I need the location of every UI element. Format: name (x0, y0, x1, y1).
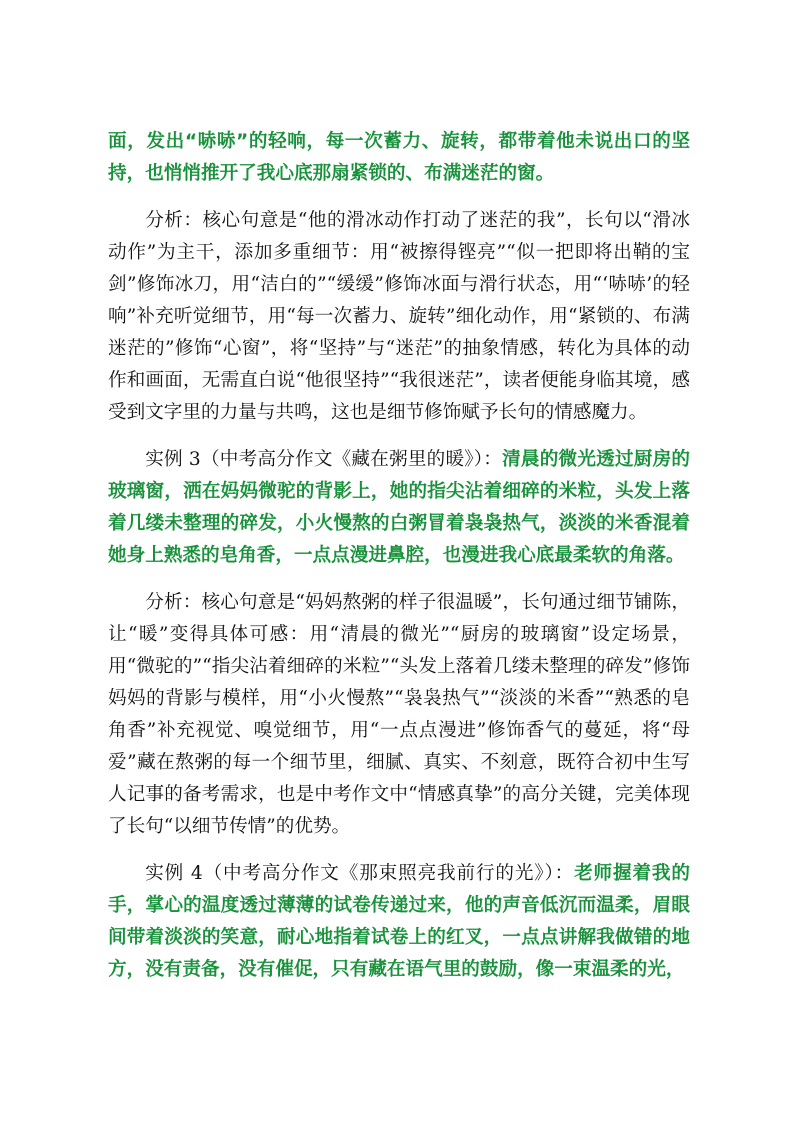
analysis-text: 分析：核心句意是“妈妈熬粥的样子很温暖”，长句通过细节铺陈，让“暖”变得具体可感：用“清晨的微光”“厨房的玻璃窗”设定场景，用“微驼的”“指尖沾着细碎的米粒”“头发上落着几缕未整理的碎发”修饰妈妈的背影与模样，用“小火慢熬”“袅袅热气”“淡淡的米香”“熟悉的皂角香”补充视觉、嗅觉细节，用“一点点漫进”修饰香气的蔓延，将“母爱”藏在熬粥的每一个细节里，细腻、真实、不刻意，既符合初中生写人记事的备考需求，也是中考作文中“情感真挚”的高分关键，完美体现了长句“以细节传情”的优势。 (108, 592, 690, 837)
example-3-paragraph (108, 444, 690, 572)
document-page (108, 126, 690, 1001)
example-4-label: 实例 4（中考高分作文《那束照亮我前行的光》）： (145, 863, 575, 884)
paragraph-1 (108, 126, 690, 190)
example-3-label: 实例 3（中考高分作文《藏在粥里的暖》）： (145, 449, 503, 470)
highlighted-sentence: 面，发出“哧哧”的轻响，每一次蓄力、旋转，都带着他未说出口的坚持，也悄悄推开了我心底那扇紧锁的、布满迷茫的窗。 (108, 131, 690, 184)
example-4-highlight: 老师握着我的手，掌心的温度透过薄薄的试卷传递过来，他的声音低沉而温柔，眉眼间带着淡淡的笑意，耐心地指着试卷上的红叉，一点点讲解我做错的地方，没有责备，没有催促，只有藏在语气里的鼓励，像一束温柔的光， (108, 863, 690, 980)
analysis-text: 分析：核心句意是“他的滑冰动作打动了迷茫的我”，长句以“滑冰动作”为主干，添加多重细节：用“被擦得铿亮”“似一把即将出鞘的宝剑”修饰冰刀，用“洁白的”“缓缓”修饰冰面与滑行状态，用“‘哧哧’的轻响”补充听觉细节，用“每一次蓄力、旋转”细化动作，用“紧锁的、布满迷茫的”修饰“心窗”，将“坚持”与“迷茫”的抽象情感，转化为具体的动作和画面，无需直白说“他很坚持”“我很迷茫”，读者便能身临其境，感受到文字里的力量与共鸣，这也是细节修饰赋予长句的情感魔力。 (108, 210, 690, 423)
analysis-paragraph-2 (108, 587, 690, 843)
example-4-paragraph (108, 858, 690, 986)
example-3-highlight: 清晨的微光透过厨房的玻璃窗，洒在妈妈微驼的背影上，她的指尖沾着细碎的米粒，头发上落着几缕未整理的碎发，小火慢熬的白粥冒着袅袅热气，淡淡的米香混着她身上熟悉的皂角香，一点点漫进鼻腔，也漫进我心底最柔软的角落。 (108, 449, 690, 566)
analysis-paragraph-1 (108, 205, 690, 429)
